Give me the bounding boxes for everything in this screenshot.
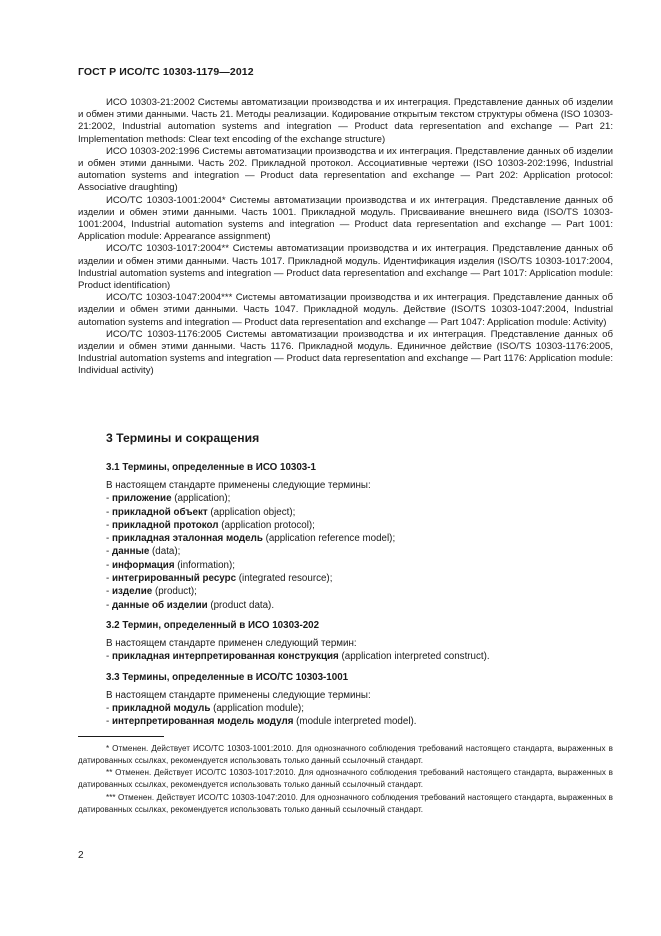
term-item: - приложение (application); — [106, 493, 231, 505]
term-item: - прикладной модуль (application module); — [106, 702, 305, 714]
subsection-title: 3.3 Термины, определенные в ИСО/ТС 10303-1001 — [106, 671, 349, 683]
term-original: (application module); — [210, 702, 305, 714]
term-original: (product); — [152, 586, 197, 598]
term-original: (application object); — [207, 506, 296, 518]
term-item: - интегрированный ресурс (integrated resource); — [106, 573, 333, 585]
term-original: (application); — [171, 493, 231, 505]
reference-item: ИСО/ТС 10303-1001:2004* Системы автоматизации производства и их интеграция. Представление данных об изделии и обмен этими данными. Часть 1001. Прикладной модуль. Присваивание внешнего вида (ISO/TS 10303-1001:2004, Industrial automation systems and integration — Product data representation and exchange — Part 1001: Application module: Appearance assignment) — [78, 194, 613, 243]
subsection-intro: В настоящем стандарте применены следующие термины: — [106, 689, 371, 701]
subsection-title: 3.2 Термин, определенный в ИСО 10303-202 — [106, 619, 320, 631]
subsection-intro: В настоящем стандарте применены следующие термины: — [106, 480, 371, 491]
term-item: - прикладная эталонная модель (application reference model); — [106, 533, 396, 545]
subsection-title: 3.1 Термины, определенные в ИСО 10303-1 — [106, 462, 316, 473]
term: изделие — [111, 586, 153, 598]
reference-item: ИСО/ТС 10303-1017:2004** Системы автоматизации производства и их интеграция. Представление данных об изделии и обмен этими данными. Часть 1017. Прикладной модуль. Идентификация изделия (ISO/TS 10303-1017:2004, Industrial automation systems and integration — Product data representation and exchange — Part 1017: Application module: Product identification) — [78, 243, 613, 292]
footnote: *** Отменен. Действует ИСО/ТС 10303-1047:2010. Для однозначного соблюдения требований настоящего стандарта, выраженных в датированных ссылках, рекомендуется использовать только данный ссылочный стандарт. — [78, 792, 613, 814]
footnote: * Отменен. Действует ИСО/ТС 10303-1001:2010. Для однозначного соблюдения требований настоящего стандарта, выраженных в датированных ссылках, рекомендуется использовать только данный ссылочный стандарт. — [78, 744, 613, 765]
term-original: (application interpreted construct). — [338, 651, 490, 663]
page-header: ГОСТ Р ИСО/ТС 10303-1179—2012 — [78, 66, 254, 78]
term-item: - данные (data); — [106, 546, 181, 558]
reference-item: ИСО/ТС 10303-1047:2004*** Системы автоматизации производства и их интеграция. Представление данных об изделии и обмен этими данными. Часть 1047. Прикладной модуль. Действие (ISO/TS 10303-1047:2004, Industrial automation systems and integration — Product data representation and exchange — Part 1047: Application module: Activity) — [78, 292, 613, 328]
term-item: - данные об изделии (product data). — [106, 599, 275, 611]
term: прикладной объект — [111, 506, 208, 518]
subsection-3-1 — [106, 462, 613, 612]
footnotes — [78, 743, 613, 816]
term-original: (integrated resource); — [236, 573, 333, 585]
term-item: - изделие (product); — [106, 586, 197, 598]
subsection-intro: В настоящем стандарте применен следующий термин: — [106, 637, 357, 649]
term: прикладной модуль — [111, 702, 211, 714]
term-original: (application protocol); — [218, 519, 315, 531]
footnote: ** Отменен. Действует ИСО/ТС 10303-1017:2010. Для однозначного соблюдения требований настоящего стандарта, выраженных в датированных ссылках, рекомендуется использовать только данный ссылочный стандарт. — [78, 768, 613, 790]
term: интерпретированная модель модуля — [111, 716, 294, 728]
term: прикладная эталонная модель — [111, 533, 263, 545]
terms-body — [106, 462, 613, 736]
term-item: - интерпретированная модель модуля (module interpreted model). — [106, 716, 417, 728]
term-original: (application reference model); — [262, 533, 396, 545]
term-original: (product data). — [207, 599, 275, 611]
term: прикладной протокол — [111, 519, 219, 531]
term: приложение — [111, 493, 172, 505]
reference-item: ИСО 10303-21:2002 Системы автоматизации производства и их интеграция. Представление данных об изделии и обмен этими данными. Часть 21. Методы реализации. Кодирование открытым текстом структуры обмена (ISO 10303-21:2002, Industrial automation systems and integration — Product data representation and exchange — Part 21: Implementation methods: Clear text encoding of the exchange structure) — [78, 97, 613, 145]
reference-item: ИСО/ТС 10303-1176:2005 Системы автоматизации производства и их интеграция. Представление данных об изделии и обмен этими данными. Часть 1176. Прикладной модуль. Единичное действие (ISO/TS 10303-1176:2005, Industrial automation systems and integration — Product data representation and exchange — Part 1176: Application module: Individual activity) — [78, 328, 613, 377]
subsection-3-3 — [106, 672, 613, 729]
term-original: (information); — [174, 559, 235, 571]
section-title: 3 Термины и сокращения — [106, 431, 260, 445]
term: информация — [111, 559, 175, 571]
term: интегрированный ресурс — [111, 573, 237, 585]
term-item: - прикладной протокол (application protocol); — [106, 519, 315, 531]
term-item: - информация (information); — [106, 559, 235, 571]
subsection-3-2 — [106, 620, 613, 664]
footnote-divider — [78, 736, 164, 737]
term-original: (data); — [149, 546, 181, 558]
term-item: - прикладная интерпретированная конструкция (application interpreted construct). — [106, 651, 490, 663]
page-number: 2 — [78, 850, 84, 861]
reference-item: ИСО 10303-202:1996 Системы автоматизации производства и их интеграция. Представление данных об изделии и обмен этими данными. Часть 202. Прикладной протокол. Ассоциативные чертежи (ISO 10303-202:1996, Industrial automation systems and integration — Product data representation and exchange — Part 202: Application protocol: Associative draughting) — [78, 145, 613, 194]
term: данные — [111, 546, 150, 558]
term-original: (module interpreted model). — [293, 716, 417, 728]
term-item: - прикладной объект (application object); — [106, 506, 296, 518]
term: данные об изделии — [111, 599, 208, 611]
term: прикладная интерпретированная конструкция — [111, 651, 339, 663]
normative-references — [78, 97, 613, 378]
